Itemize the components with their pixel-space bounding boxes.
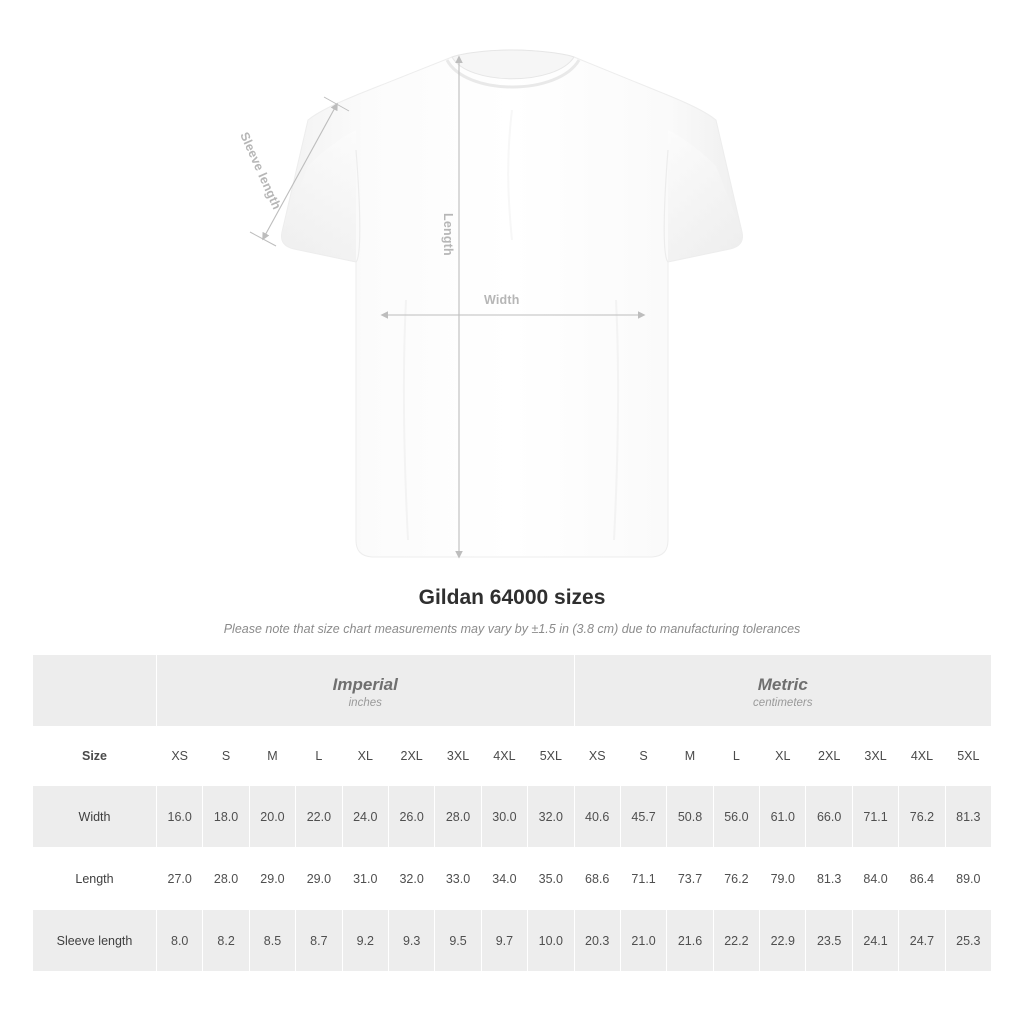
size-header-metric-m: M [667,727,713,786]
cell-length-imperial-xs: 27.0 [157,848,203,910]
cell-sleeve-imperial-5xl: 10.0 [528,910,574,972]
cell-length-metric-5xl: 89.0 [945,848,991,910]
size-header-imperial-xl: XL [342,727,388,786]
sleeve-length-guide-label: Sleeve length [237,130,284,212]
cell-sleeve-metric-4xl: 24.7 [899,910,945,972]
cell-length-metric-l: 76.2 [713,848,759,910]
system-unit-metric: centimeters [753,697,813,710]
size-header-metric-2xl: 2XL [806,727,852,786]
cell-sleeve-metric-l: 22.2 [713,910,759,972]
cell-sleeve-metric-xl: 22.9 [760,910,806,972]
cell-length-imperial-xl: 31.0 [342,848,388,910]
size-header-imperial-3xl: 3XL [435,727,481,786]
cell-sleeve-metric-2xl: 23.5 [806,910,852,972]
size-header-imperial-s: S [203,727,249,786]
cell-length-imperial-l: 29.0 [296,848,342,910]
cell-sleeve-metric-5xl: 25.3 [945,910,991,972]
size-header-metric-xs: XS [574,727,620,786]
cell-width-metric-m: 50.8 [667,786,713,848]
system-name-imperial: Imperial [332,674,398,694]
cell-width-metric-xs: 40.6 [574,786,620,848]
cell-length-imperial-s: 28.0 [203,848,249,910]
size-header-metric-l: L [713,727,759,786]
cell-length-imperial-2xl: 32.0 [388,848,434,910]
system-header-row [33,655,992,727]
size-header-imperial-xs: XS [157,727,203,786]
row-label-length: Length [33,848,157,910]
cell-sleeve-metric-m: 21.6 [667,910,713,972]
cell-width-imperial-5xl: 32.0 [528,786,574,848]
size-label-cell: Size [33,727,157,786]
cell-length-metric-4xl: 86.4 [899,848,945,910]
cell-sleeve-imperial-xl: 9.2 [342,910,388,972]
cell-sleeve-imperial-2xl: 9.3 [388,910,434,972]
system-header-metric [574,655,992,727]
size-table-wrapper [0,654,1024,972]
system-name-metric: Metric [757,674,808,694]
cell-sleeve-imperial-m: 8.5 [249,910,295,972]
cell-width-imperial-l: 22.0 [296,786,342,848]
width-guide-label: Width [484,293,520,307]
size-header-row [33,727,992,786]
cell-length-imperial-3xl: 33.0 [435,848,481,910]
cell-width-imperial-xs: 16.0 [157,786,203,848]
cell-length-imperial-5xl: 35.0 [528,848,574,910]
cell-sleeve-metric-s: 21.0 [620,910,666,972]
cell-width-imperial-xl: 24.0 [342,786,388,848]
length-guide-label: Length [441,213,455,256]
size-header-metric-s: S [620,727,666,786]
cell-sleeve-imperial-4xl: 9.7 [481,910,527,972]
cell-sleeve-imperial-3xl: 9.5 [435,910,481,972]
cell-width-imperial-2xl: 26.0 [388,786,434,848]
table-corner-cell [33,655,157,727]
cell-sleeve-imperial-xs: 8.0 [157,910,203,972]
size-header-metric-4xl: 4XL [899,727,945,786]
cell-width-metric-5xl: 81.3 [945,786,991,848]
cell-width-imperial-4xl: 30.0 [481,786,527,848]
system-unit-imperial: inches [348,697,382,710]
cell-width-imperial-s: 18.0 [203,786,249,848]
cell-width-metric-2xl: 66.0 [806,786,852,848]
system-header-imperial [157,655,575,727]
cell-length-imperial-m: 29.0 [249,848,295,910]
size-header-imperial-m: M [249,727,295,786]
cell-width-metric-xl: 61.0 [760,786,806,848]
cell-length-metric-xs: 68.6 [574,848,620,910]
size-header-imperial-2xl: 2XL [388,727,434,786]
size-header-metric-3xl: 3XL [852,727,898,786]
cell-width-metric-s: 45.7 [620,786,666,848]
size-header-metric-xl: XL [760,727,806,786]
cell-width-imperial-3xl: 28.0 [435,786,481,848]
tolerance-note: Please note that size chart measurements may vary by ±1.5 in (3.8 cm) due to manufacturing tolerances [223,622,801,636]
size-header-imperial-5xl: 5XL [528,727,574,786]
cell-length-metric-3xl: 84.0 [852,848,898,910]
cell-length-metric-xl: 79.0 [760,848,806,910]
row-label-width: Width [33,786,157,848]
table-row [33,848,992,910]
cell-width-metric-l: 56.0 [713,786,759,848]
size-chart-table [32,654,992,972]
cell-length-imperial-4xl: 34.0 [481,848,527,910]
size-header-imperial-l: L [296,727,342,786]
row-label-sleeve-length: Sleeve length [33,910,157,972]
cell-length-metric-s: 71.1 [620,848,666,910]
table-row [33,910,992,972]
cell-width-metric-4xl: 76.2 [899,786,945,848]
page-title: Gildan 64000 sizes [418,586,606,609]
table-row [33,786,992,848]
cell-sleeve-imperial-s: 8.2 [203,910,249,972]
cell-width-metric-3xl: 71.1 [852,786,898,848]
cell-length-metric-2xl: 81.3 [806,848,852,910]
size-header-metric-5xl: 5XL [945,727,991,786]
cell-sleeve-metric-3xl: 24.1 [852,910,898,972]
cell-width-imperial-m: 20.0 [249,786,295,848]
cell-sleeve-imperial-l: 8.7 [296,910,342,972]
cell-length-metric-m: 73.7 [667,848,713,910]
size-header-imperial-4xl: 4XL [481,727,527,786]
cell-sleeve-metric-xs: 20.3 [574,910,620,972]
